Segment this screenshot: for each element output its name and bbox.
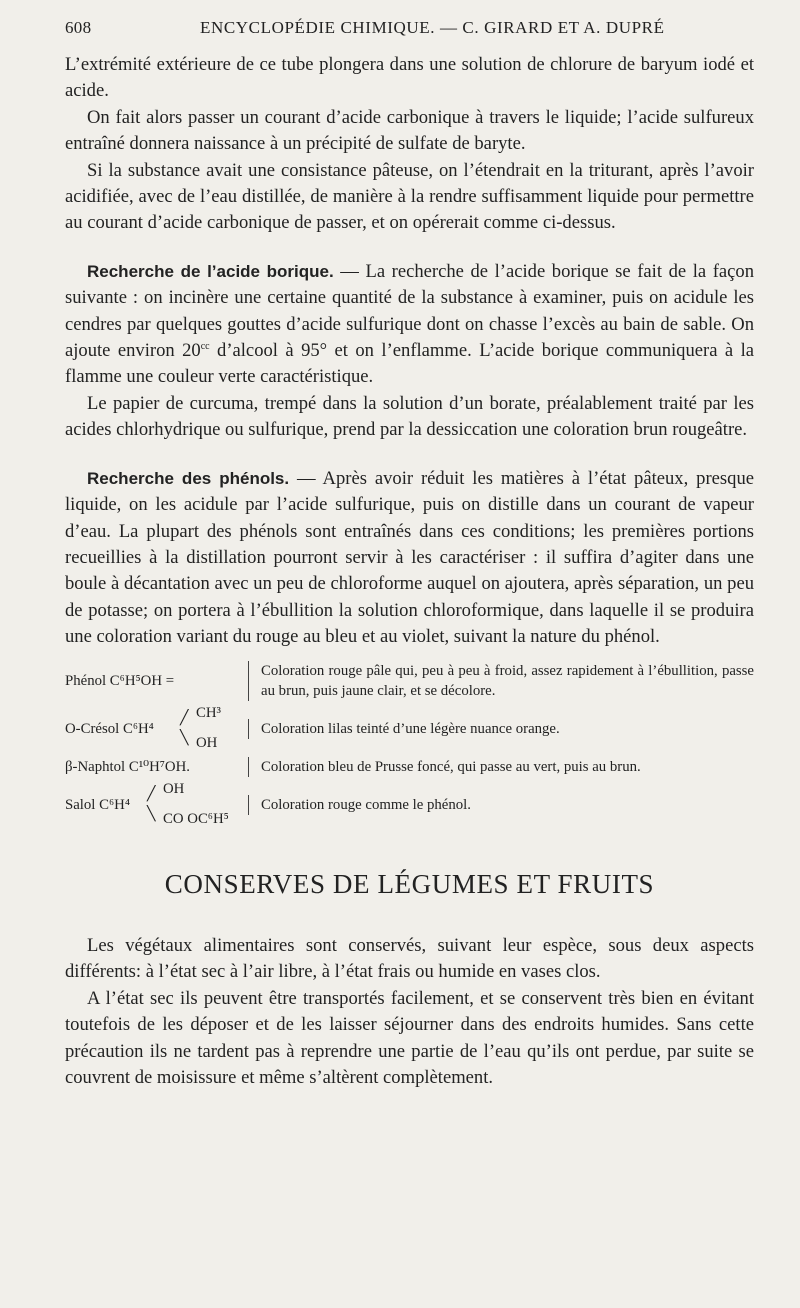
paragraph-text: d’alcool à 95° et on l’enflamme. L’acide borique communiquera à la flamme une couleur verte caractéristique. [65, 340, 754, 388]
paragraph: Les végétaux alimentaires sont conservés, suivant leur espèce, sous deux aspects différents: à l’état sec à l’air libre, à l’état frais ou humide en vases clos. [65, 934, 754, 983]
formula-description: Coloration bleu de Prusse foncé, qui passe au vert, puis au brun. [248, 757, 754, 777]
running-header [65, 18, 750, 42]
section-title: CONSERVES DE LÉGUMES ET FRUITS [164, 868, 655, 899]
formula-structure [65, 780, 248, 827]
paragraph-text: — La recherche de l’acide borique se fait de la façon suivante : on incinère une certaine quantité de la substance à examiner, puis on acidule les cendres par quelques gouttes d’acide sulfurique dont on chasse l’excès au bain de sable. On ajoute environ 20 [65, 260, 755, 362]
superscript: cc [200, 340, 210, 352]
formula-name: β-Naphtol C¹⁰H⁷OH. [65, 758, 190, 775]
paragraph: Le papier de curcuma, trempé dans la solution d’un borate, préalablement traité par les acides chlorhydrique ou sulfurique, prend par la dessiccation une coloration brun rougeâtre. [65, 392, 754, 441]
paragraph: L’extrémité extérieure de ce tube plongera dans une solution de chlorure de baryum iodé et acide. [65, 54, 754, 102]
bond-down: ╲ [147, 806, 156, 822]
formula-name: Phénol C⁶H⁵OH = [65, 672, 175, 689]
paragraph: Si la substance avait une consistance pâteuse, on l’étendrait en la triturant, après l’avoir acidifiée, avec de l’eau distillée, de manière à la rendre suffisamment liquide pour permettre au courant d’acide carbonique de passer, et on opérerait comme ci-dessus. [65, 159, 754, 234]
bond-up: ╱ [147, 786, 156, 802]
page-body [65, 52, 754, 1091]
substituent-top: OH [163, 780, 185, 797]
borique-paragraph [65, 259, 754, 391]
formula-structure [65, 704, 248, 751]
formula-row-cresol [65, 704, 754, 751]
formula-name: O-Crésol C⁶H⁴ [65, 720, 154, 737]
formula-table [65, 661, 754, 827]
formula-description: Coloration rouge pâle qui, peu à peu à froid, assez rapidement à l’ébullition, passe au brun, puis jaune clair, et se décolore. [248, 661, 754, 701]
phenols-paragraph [65, 466, 754, 651]
substituent-top: CH³ [196, 704, 221, 721]
paragraph: On fait alors passer un courant d’acide carbonique à travers le liquide; l’acide sulfureux entraîné donnera naissance à un précipité de sulfate de baryte. [65, 106, 754, 155]
page-number: 608 [65, 18, 92, 37]
substituent-bottom: CO OC⁶H⁵ [163, 810, 229, 827]
formula-description: Coloration rouge comme le phénol. [248, 795, 754, 815]
formula-row-phenol [65, 661, 754, 701]
section-heading-phenols: Recherche des phénols. [87, 468, 290, 488]
formula-name: Salol C⁶H⁴ [65, 796, 130, 813]
formula-row-salol [65, 780, 754, 827]
bond-up: ╱ [180, 710, 189, 726]
substituent-bottom: OH [196, 734, 218, 751]
section-heading-borique: Recherche de l’acide borique. [87, 261, 334, 281]
paragraph-text: — Après avoir réduit les matières à l’état pâteux, presque liquide, on les acidule par l’acide sulfurique, puis on distille dans un courant de vapeur d’eau. La plupart des phénols sont entraînés dans ces conditions; les premières portions recueillies à la distillation pourront servir à les caractériser : il suffira d’agiter dans une boule à décantation avec un peu de chloroforme auquel on ajoutera, après séparation, un peu de potasse; on portera à l’ébullition la solution chloroformique, dans laquelle il se produira une coloration variant du rouge au bleu et au violet, suivant la nature du phénol. [65, 467, 754, 648]
bond-down: ╲ [180, 730, 189, 746]
running-title: ENCYCLOPÉDIE CHIMIQUE. — C. GIRARD ET A. DUPRÉ [200, 18, 665, 37]
formula-description: Coloration lilas teinté d’une légère nuance orange. [248, 719, 754, 739]
paragraph: A l’état sec ils peuvent être transportés facilement, et se conservent très bien en évitant toutefois de les déposer et de les laisser séjourner dans des endroits humides. Sans cette précaution ils ne tardent pas à reprendre une partie de l’eau qu’ils ont perdue, par suite se couvrent de moisissure et même s’altèrent complètement. [65, 987, 754, 1088]
formula-row-naphtol [65, 757, 754, 777]
